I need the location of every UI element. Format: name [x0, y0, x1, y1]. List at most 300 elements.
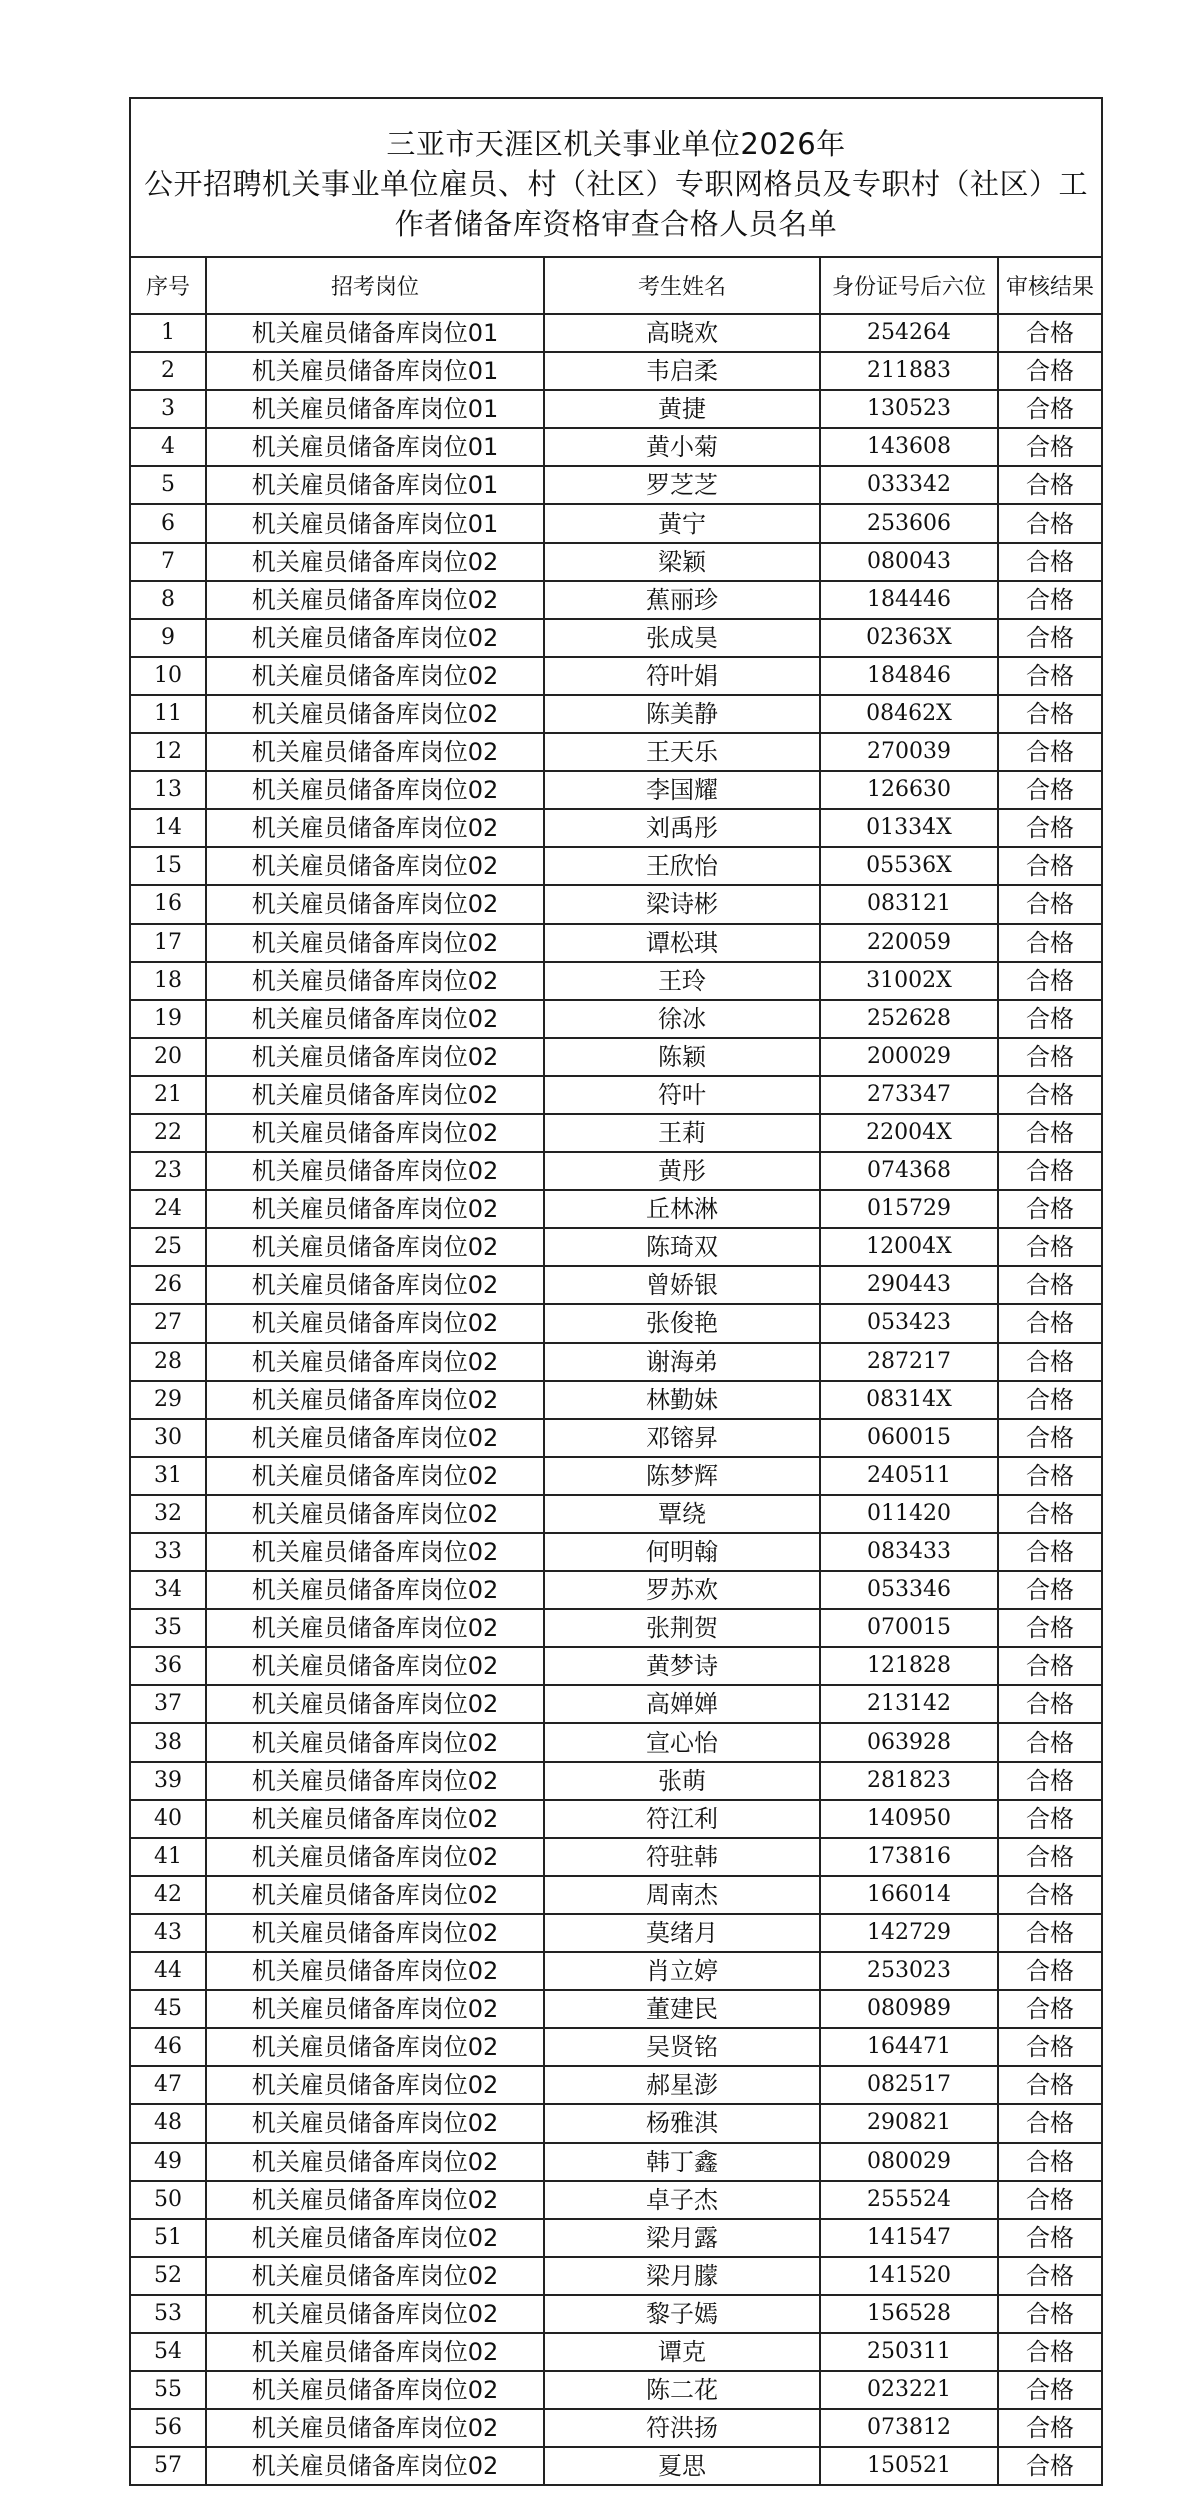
table-body — [130, 314, 1102, 2485]
row-position-cell: 机关雇员储备库岗位02 — [206, 1838, 544, 1876]
row-result-cell: 合格 — [998, 1457, 1102, 1495]
row-result-cell: 合格 — [998, 2295, 1102, 2333]
table-row — [130, 1228, 1102, 1266]
row-result-cell: 合格 — [998, 1914, 1102, 1952]
row-position-cell: 机关雇员储备库岗位02 — [206, 2219, 544, 2257]
row-index-cell: 39 — [130, 1762, 206, 1800]
row-result-cell: 合格 — [998, 1609, 1102, 1647]
row-index-cell: 17 — [130, 924, 206, 962]
row-id-suffix-cell: 173816 — [820, 1838, 998, 1876]
row-index-cell: 33 — [130, 1533, 206, 1571]
row-id-suffix-cell: 082517 — [820, 2066, 998, 2104]
row-id-suffix-cell: 053423 — [820, 1304, 998, 1342]
table-row — [130, 2447, 1102, 2485]
row-id-suffix-cell: 270039 — [820, 733, 998, 771]
row-id-suffix-cell: 063928 — [820, 1723, 998, 1761]
row-position-cell: 机关雇员储备库岗位02 — [206, 1533, 544, 1571]
table-row — [130, 1152, 1102, 1190]
row-position-cell: 机关雇员储备库岗位02 — [206, 1647, 544, 1685]
table-row — [130, 581, 1102, 619]
row-name-cell: 蕉丽珍 — [544, 581, 820, 619]
row-result-cell: 合格 — [998, 1571, 1102, 1609]
row-position-cell: 机关雇员储备库岗位02 — [206, 1762, 544, 1800]
row-result-cell: 合格 — [998, 1723, 1102, 1761]
row-result-cell: 合格 — [998, 1190, 1102, 1228]
row-position-cell: 机关雇员储备库岗位02 — [206, 1114, 544, 1152]
row-name-cell: 陈梦辉 — [544, 1457, 820, 1495]
table-row — [130, 1495, 1102, 1533]
row-result-cell: 合格 — [998, 2181, 1102, 2219]
row-name-cell: 罗芝芝 — [544, 466, 820, 504]
row-name-cell: 陈琦双 — [544, 1228, 820, 1266]
column-header-index: 序号 — [130, 257, 206, 314]
row-id-suffix-cell: 290443 — [820, 1266, 998, 1304]
row-name-cell: 肖立婷 — [544, 1952, 820, 1990]
row-position-cell: 机关雇员储备库岗位02 — [206, 1304, 544, 1342]
row-position-cell: 机关雇员储备库岗位02 — [206, 809, 544, 847]
table-row — [130, 2143, 1102, 2181]
row-id-suffix-cell: 200029 — [820, 1038, 998, 1076]
row-index-cell: 25 — [130, 1228, 206, 1266]
row-id-suffix-cell: 143608 — [820, 428, 998, 466]
row-name-cell: 宣心怡 — [544, 1723, 820, 1761]
row-name-cell: 陈颖 — [544, 1038, 820, 1076]
row-result-cell: 合格 — [998, 581, 1102, 619]
row-name-cell: 张成昊 — [544, 619, 820, 657]
row-result-cell: 合格 — [998, 1952, 1102, 1990]
row-name-cell: 李国耀 — [544, 771, 820, 809]
row-id-suffix-cell: 080989 — [820, 1990, 998, 2028]
row-result-cell: 合格 — [998, 1114, 1102, 1152]
row-id-suffix-cell: 140950 — [820, 1800, 998, 1838]
table-row — [130, 1723, 1102, 1761]
row-result-cell: 合格 — [998, 2371, 1102, 2409]
table-row — [130, 1685, 1102, 1723]
row-name-cell: 郝星澎 — [544, 2066, 820, 2104]
table-row — [130, 2219, 1102, 2257]
row-result-cell: 合格 — [998, 2409, 1102, 2447]
row-position-cell: 机关雇员储备库岗位02 — [206, 543, 544, 581]
row-result-cell: 合格 — [998, 1381, 1102, 1419]
row-id-suffix-cell: 01334X — [820, 809, 998, 847]
row-id-suffix-cell: 213142 — [820, 1685, 998, 1723]
table-row — [130, 428, 1102, 466]
row-name-cell: 黄梦诗 — [544, 1647, 820, 1685]
row-name-cell: 罗苏欢 — [544, 1571, 820, 1609]
document-sheet — [129, 97, 1101, 2486]
row-index-cell: 55 — [130, 2371, 206, 2409]
row-id-suffix-cell: 130523 — [820, 390, 998, 428]
row-name-cell: 黄宁 — [544, 504, 820, 542]
row-index-cell: 9 — [130, 619, 206, 657]
row-position-cell: 机关雇员储备库岗位02 — [206, 1952, 544, 1990]
table-row — [130, 1076, 1102, 1114]
table-row — [130, 390, 1102, 428]
table-row — [130, 619, 1102, 657]
table-row — [130, 1914, 1102, 1952]
row-index-cell: 26 — [130, 1266, 206, 1304]
row-index-cell: 30 — [130, 1419, 206, 1457]
row-index-cell: 53 — [130, 2295, 206, 2333]
row-result-cell: 合格 — [998, 1228, 1102, 1266]
row-index-cell: 49 — [130, 2143, 206, 2181]
row-position-cell: 机关雇员储备库岗位02 — [206, 1190, 544, 1228]
row-name-cell: 吴贤铭 — [544, 2028, 820, 2066]
row-name-cell: 梁颖 — [544, 543, 820, 581]
row-name-cell: 林勤妹 — [544, 1381, 820, 1419]
row-position-cell: 机关雇员储备库岗位02 — [206, 1685, 544, 1723]
row-position-cell: 机关雇员储备库岗位02 — [206, 2295, 544, 2333]
row-position-cell: 机关雇员储备库岗位02 — [206, 1000, 544, 1038]
row-id-suffix-cell: 08462X — [820, 695, 998, 733]
row-result-cell: 合格 — [998, 390, 1102, 428]
row-position-cell: 机关雇员储备库岗位02 — [206, 2028, 544, 2066]
table-row — [130, 695, 1102, 733]
row-position-cell: 机关雇员储备库岗位02 — [206, 1876, 544, 1914]
row-position-cell: 机关雇员储备库岗位02 — [206, 2371, 544, 2409]
row-result-cell: 合格 — [998, 1343, 1102, 1381]
row-position-cell: 机关雇员储备库岗位02 — [206, 1571, 544, 1609]
row-result-cell: 合格 — [998, 1152, 1102, 1190]
row-position-cell: 机关雇员储备库岗位02 — [206, 1723, 544, 1761]
row-index-cell: 27 — [130, 1304, 206, 1342]
column-header-id-suffix: 身份证号后六位 — [820, 257, 998, 314]
row-id-suffix-cell: 05536X — [820, 847, 998, 885]
row-result-cell: 合格 — [998, 1038, 1102, 1076]
row-index-cell: 36 — [130, 1647, 206, 1685]
table-row — [130, 2409, 1102, 2447]
row-result-cell: 合格 — [998, 543, 1102, 581]
row-name-cell: 张萌 — [544, 1762, 820, 1800]
row-position-cell: 机关雇员储备库岗位02 — [206, 2333, 544, 2371]
title-line-1: 三亚市天涯区机关事业单位2026年 — [386, 126, 846, 161]
row-name-cell: 黎子嫣 — [544, 2295, 820, 2333]
table-row — [130, 1952, 1102, 1990]
table-row — [130, 924, 1102, 962]
table-row — [130, 1647, 1102, 1685]
row-name-cell: 谭松琪 — [544, 924, 820, 962]
row-index-cell: 31 — [130, 1457, 206, 1495]
row-result-cell: 合格 — [998, 1762, 1102, 1800]
row-id-suffix-cell: 033342 — [820, 466, 998, 504]
row-position-cell: 机关雇员储备库岗位02 — [206, 581, 544, 619]
row-id-suffix-cell: 253606 — [820, 504, 998, 542]
row-index-cell: 13 — [130, 771, 206, 809]
table-row — [130, 1266, 1102, 1304]
row-index-cell: 56 — [130, 2409, 206, 2447]
row-position-cell: 机关雇员储备库岗位01 — [206, 504, 544, 542]
row-index-cell: 44 — [130, 1952, 206, 1990]
row-name-cell: 陈二花 — [544, 2371, 820, 2409]
table-row — [130, 1457, 1102, 1495]
row-index-cell: 3 — [130, 390, 206, 428]
row-id-suffix-cell: 011420 — [820, 1495, 998, 1533]
table-row — [130, 466, 1102, 504]
row-index-cell: 40 — [130, 1800, 206, 1838]
row-id-suffix-cell: 015729 — [820, 1190, 998, 1228]
row-index-cell: 47 — [130, 2066, 206, 2104]
row-index-cell: 45 — [130, 1990, 206, 2028]
table-row — [130, 1381, 1102, 1419]
row-position-cell: 机关雇员储备库岗位02 — [206, 771, 544, 809]
table-row — [130, 847, 1102, 885]
row-position-cell: 机关雇员储备库岗位02 — [206, 2143, 544, 2181]
row-index-cell: 41 — [130, 1838, 206, 1876]
row-index-cell: 5 — [130, 466, 206, 504]
title-line-3: 作者储备库资格审查合格人员名单 — [394, 206, 838, 241]
row-index-cell: 28 — [130, 1343, 206, 1381]
table-row — [130, 1609, 1102, 1647]
row-index-cell: 23 — [130, 1152, 206, 1190]
row-name-cell: 邓镕昇 — [544, 1419, 820, 1457]
row-position-cell: 机关雇员储备库岗位02 — [206, 924, 544, 962]
row-id-suffix-cell: 02363X — [820, 619, 998, 657]
row-index-cell: 16 — [130, 885, 206, 923]
row-index-cell: 6 — [130, 504, 206, 542]
row-position-cell: 机关雇员储备库岗位02 — [206, 962, 544, 1000]
table-row — [130, 1838, 1102, 1876]
row-position-cell: 机关雇员储备库岗位02 — [206, 1800, 544, 1838]
row-index-cell: 54 — [130, 2333, 206, 2371]
row-result-cell: 合格 — [998, 428, 1102, 466]
table-row — [130, 1571, 1102, 1609]
row-name-cell: 周南杰 — [544, 1876, 820, 1914]
table-row — [130, 2181, 1102, 2219]
table-row — [130, 1000, 1102, 1038]
row-result-cell: 合格 — [998, 1495, 1102, 1533]
row-position-cell: 机关雇员储备库岗位02 — [206, 1990, 544, 2028]
row-name-cell: 覃绕 — [544, 1495, 820, 1533]
row-index-cell: 21 — [130, 1076, 206, 1114]
row-name-cell: 王玲 — [544, 962, 820, 1000]
row-index-cell: 7 — [130, 543, 206, 581]
table-row — [130, 657, 1102, 695]
row-name-cell: 梁诗彬 — [544, 885, 820, 923]
row-position-cell: 机关雇员储备库岗位02 — [206, 1609, 544, 1647]
row-result-cell: 合格 — [998, 352, 1102, 390]
row-position-cell: 机关雇员储备库岗位02 — [206, 1495, 544, 1533]
row-name-cell: 符江利 — [544, 1800, 820, 1838]
row-name-cell: 卓子杰 — [544, 2181, 820, 2219]
row-index-cell: 10 — [130, 657, 206, 695]
table-row — [130, 1876, 1102, 1914]
table-row — [130, 809, 1102, 847]
row-result-cell: 合格 — [998, 2219, 1102, 2257]
row-result-cell: 合格 — [998, 1990, 1102, 2028]
row-result-cell: 合格 — [998, 1266, 1102, 1304]
row-index-cell: 50 — [130, 2181, 206, 2219]
row-name-cell: 夏思 — [544, 2447, 820, 2485]
row-index-cell: 37 — [130, 1685, 206, 1723]
row-id-suffix-cell: 150521 — [820, 2447, 998, 2485]
row-name-cell: 黄彤 — [544, 1152, 820, 1190]
table-row — [130, 885, 1102, 923]
row-position-cell: 机关雇员储备库岗位01 — [206, 390, 544, 428]
row-name-cell: 韦启柔 — [544, 352, 820, 390]
row-id-suffix-cell: 254264 — [820, 314, 998, 352]
row-position-cell: 机关雇员储备库岗位02 — [206, 847, 544, 885]
row-result-cell: 合格 — [998, 962, 1102, 1000]
row-index-cell: 24 — [130, 1190, 206, 1228]
table-row — [130, 1990, 1102, 2028]
row-name-cell: 梁月露 — [544, 2219, 820, 2257]
row-name-cell: 莫绪月 — [544, 1914, 820, 1952]
row-name-cell: 黄小菊 — [544, 428, 820, 466]
row-index-cell: 46 — [130, 2028, 206, 2066]
table-row — [130, 2066, 1102, 2104]
row-id-suffix-cell: 240511 — [820, 1457, 998, 1495]
row-position-cell: 机关雇员储备库岗位01 — [206, 428, 544, 466]
row-position-cell: 机关雇员储备库岗位02 — [206, 2066, 544, 2104]
row-name-cell: 陈美静 — [544, 695, 820, 733]
row-id-suffix-cell: 290821 — [820, 2104, 998, 2142]
row-name-cell: 王欣怡 — [544, 847, 820, 885]
row-result-cell: 合格 — [998, 885, 1102, 923]
table-row — [130, 962, 1102, 1000]
row-result-cell: 合格 — [998, 657, 1102, 695]
row-result-cell: 合格 — [998, 2066, 1102, 2104]
table-row — [130, 543, 1102, 581]
row-name-cell: 高晓欢 — [544, 314, 820, 352]
table-row — [130, 314, 1102, 352]
row-index-cell: 51 — [130, 2219, 206, 2257]
row-index-cell: 11 — [130, 695, 206, 733]
row-name-cell: 谢海弟 — [544, 1343, 820, 1381]
row-position-cell: 机关雇员储备库岗位02 — [206, 1038, 544, 1076]
row-index-cell: 22 — [130, 1114, 206, 1152]
row-result-cell: 合格 — [998, 2143, 1102, 2181]
row-id-suffix-cell: 184446 — [820, 581, 998, 619]
row-position-cell: 机关雇员储备库岗位02 — [206, 1457, 544, 1495]
table-row — [130, 1800, 1102, 1838]
row-position-cell: 机关雇员储备库岗位02 — [206, 2104, 544, 2142]
row-id-suffix-cell: 156528 — [820, 2295, 998, 2333]
row-result-cell: 合格 — [998, 2028, 1102, 2066]
row-result-cell: 合格 — [998, 695, 1102, 733]
table-row — [130, 1304, 1102, 1342]
row-name-cell: 徐冰 — [544, 1000, 820, 1038]
table-row — [130, 2257, 1102, 2295]
row-id-suffix-cell: 184846 — [820, 657, 998, 695]
table-row — [130, 1419, 1102, 1457]
row-name-cell: 刘禹彤 — [544, 809, 820, 847]
row-id-suffix-cell: 023221 — [820, 2371, 998, 2409]
row-position-cell: 机关雇员储备库岗位02 — [206, 657, 544, 695]
row-id-suffix-cell: 080043 — [820, 543, 998, 581]
row-index-cell: 1 — [130, 314, 206, 352]
row-id-suffix-cell: 255524 — [820, 2181, 998, 2219]
row-index-cell: 48 — [130, 2104, 206, 2142]
row-name-cell: 张俊艳 — [544, 1304, 820, 1342]
row-id-suffix-cell: 126630 — [820, 771, 998, 809]
row-id-suffix-cell: 08314X — [820, 1381, 998, 1419]
row-result-cell: 合格 — [998, 504, 1102, 542]
row-index-cell: 14 — [130, 809, 206, 847]
table-row — [130, 1114, 1102, 1152]
row-id-suffix-cell: 273347 — [820, 1076, 998, 1114]
row-result-cell: 合格 — [998, 1800, 1102, 1838]
row-position-cell: 机关雇员储备库岗位02 — [206, 1419, 544, 1457]
row-id-suffix-cell: 281823 — [820, 1762, 998, 1800]
row-result-cell: 合格 — [998, 2104, 1102, 2142]
row-id-suffix-cell: 253023 — [820, 1952, 998, 1990]
row-position-cell: 机关雇员储备库岗位02 — [206, 733, 544, 771]
row-id-suffix-cell: 141547 — [820, 2219, 998, 2257]
row-result-cell: 合格 — [998, 1533, 1102, 1571]
row-index-cell: 15 — [130, 847, 206, 885]
row-result-cell: 合格 — [998, 2333, 1102, 2371]
row-result-cell: 合格 — [998, 924, 1102, 962]
row-index-cell: 2 — [130, 352, 206, 390]
row-name-cell: 高婵婵 — [544, 1685, 820, 1723]
table-row — [130, 352, 1102, 390]
row-position-cell: 机关雇员储备库岗位02 — [206, 1914, 544, 1952]
row-result-cell: 合格 — [998, 1304, 1102, 1342]
table-row — [130, 1038, 1102, 1076]
row-result-cell: 合格 — [998, 809, 1102, 847]
row-id-suffix-cell: 080029 — [820, 2143, 998, 2181]
row-index-cell: 18 — [130, 962, 206, 1000]
document-title — [130, 98, 1102, 257]
table-row — [130, 2333, 1102, 2371]
row-index-cell: 43 — [130, 1914, 206, 1952]
row-id-suffix-cell: 22004X — [820, 1114, 998, 1152]
row-id-suffix-cell: 121828 — [820, 1647, 998, 1685]
row-position-cell: 机关雇员储备库岗位01 — [206, 352, 544, 390]
row-name-cell: 王天乐 — [544, 733, 820, 771]
row-name-cell: 韩丁鑫 — [544, 2143, 820, 2181]
row-position-cell: 机关雇员储备库岗位02 — [206, 1228, 544, 1266]
row-index-cell: 12 — [130, 733, 206, 771]
row-index-cell: 52 — [130, 2257, 206, 2295]
row-position-cell: 机关雇员储备库岗位02 — [206, 619, 544, 657]
row-name-cell: 何明翰 — [544, 1533, 820, 1571]
row-id-suffix-cell: 250311 — [820, 2333, 998, 2371]
row-index-cell: 57 — [130, 2447, 206, 2485]
row-result-cell: 合格 — [998, 466, 1102, 504]
row-id-suffix-cell: 12004X — [820, 1228, 998, 1266]
row-position-cell: 机关雇员储备库岗位02 — [206, 2181, 544, 2219]
row-id-suffix-cell: 287217 — [820, 1343, 998, 1381]
row-id-suffix-cell: 070015 — [820, 1609, 998, 1647]
row-index-cell: 8 — [130, 581, 206, 619]
row-id-suffix-cell: 083433 — [820, 1533, 998, 1571]
row-index-cell: 34 — [130, 1571, 206, 1609]
row-position-cell: 机关雇员储备库岗位01 — [206, 314, 544, 352]
row-result-cell: 合格 — [998, 1876, 1102, 1914]
table-row — [130, 2104, 1102, 2142]
row-name-cell: 符驻韩 — [544, 1838, 820, 1876]
row-index-cell: 20 — [130, 1038, 206, 1076]
row-name-cell: 张荆贺 — [544, 1609, 820, 1647]
row-position-cell: 机关雇员储备库岗位02 — [206, 2409, 544, 2447]
row-result-cell: 合格 — [998, 847, 1102, 885]
row-id-suffix-cell: 073812 — [820, 2409, 998, 2447]
row-position-cell: 机关雇员储备库岗位02 — [206, 1076, 544, 1114]
row-index-cell: 32 — [130, 1495, 206, 1533]
row-id-suffix-cell: 083121 — [820, 885, 998, 923]
row-result-cell: 合格 — [998, 1419, 1102, 1457]
table-row — [130, 1762, 1102, 1800]
row-id-suffix-cell: 220059 — [820, 924, 998, 962]
row-index-cell: 19 — [130, 1000, 206, 1038]
column-header-name: 考生姓名 — [544, 257, 820, 314]
row-name-cell: 董建民 — [544, 1990, 820, 2028]
row-position-cell: 机关雇员储备库岗位01 — [206, 466, 544, 504]
row-id-suffix-cell: 164471 — [820, 2028, 998, 2066]
row-name-cell: 王莉 — [544, 1114, 820, 1152]
row-name-cell: 符叶娟 — [544, 657, 820, 695]
